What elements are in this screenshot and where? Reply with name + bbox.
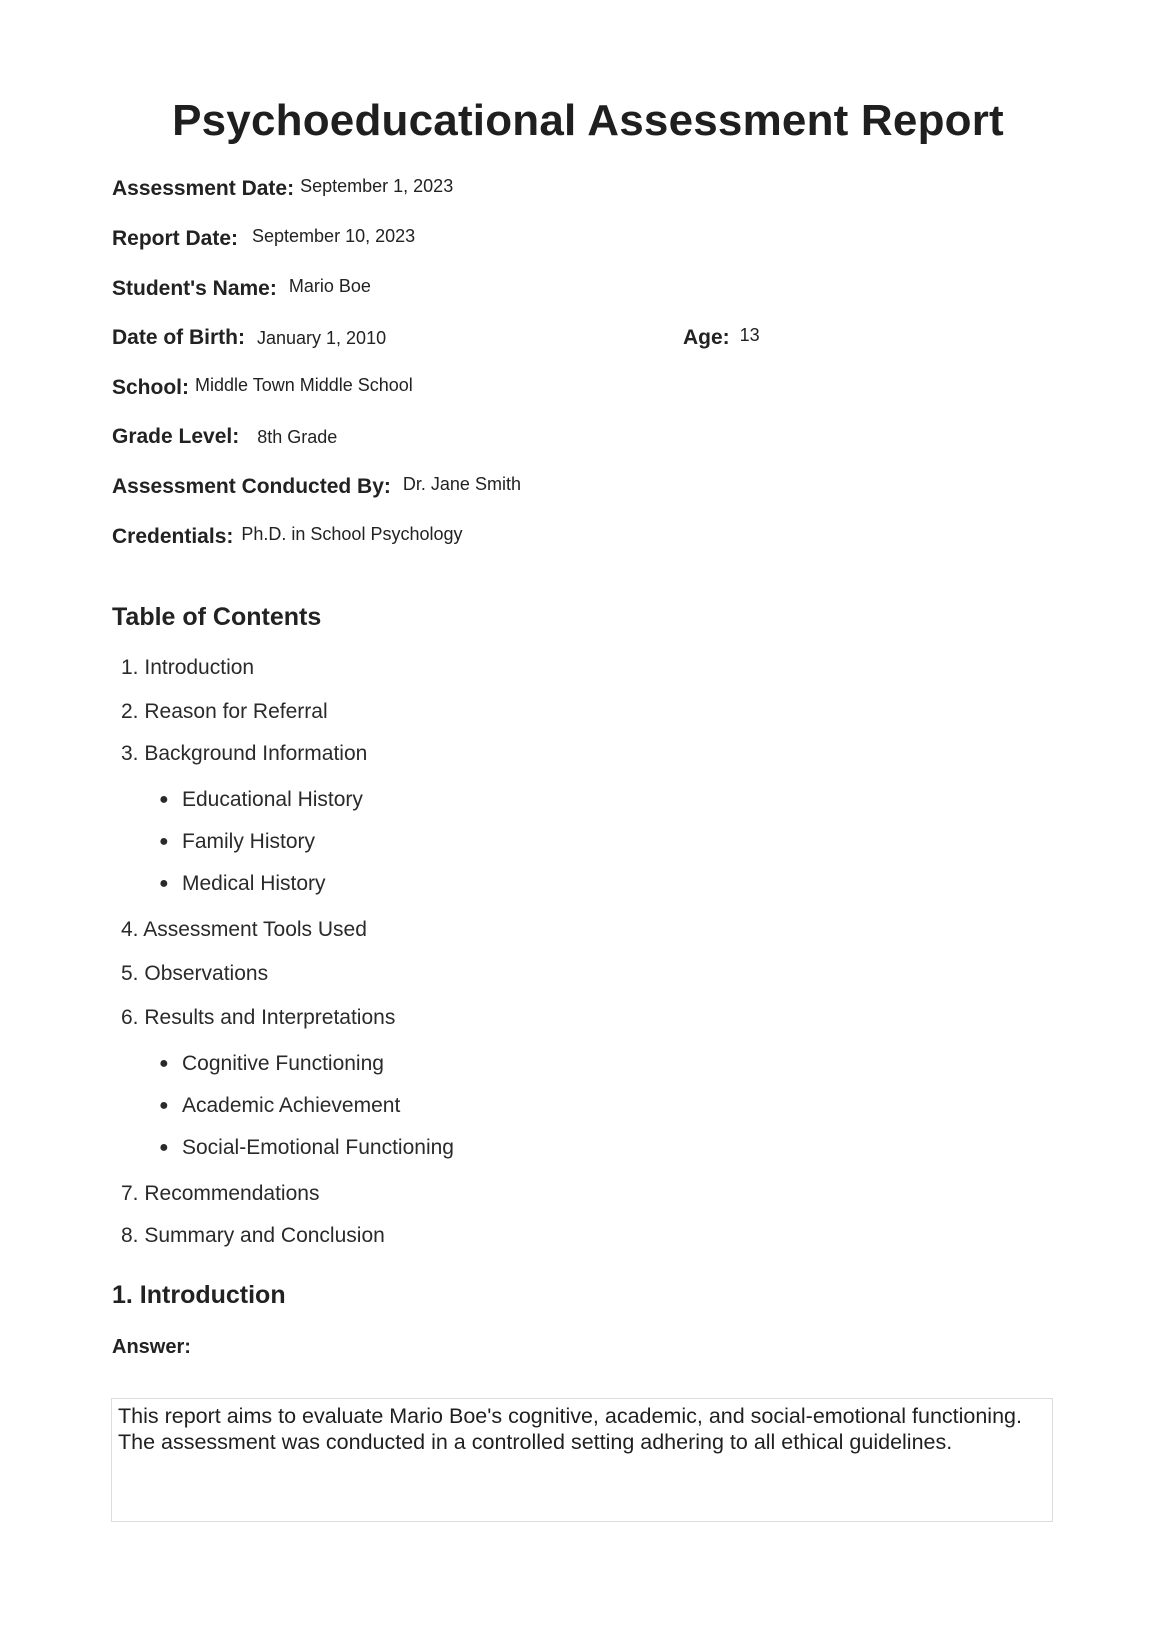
field-date-of-birth xyxy=(112,326,386,350)
toc-item[interactable] xyxy=(121,700,328,724)
toc-item-label: Results and Interpretations xyxy=(144,1006,396,1029)
field-report-date xyxy=(112,227,415,251)
answer-text-box[interactable]: This report aims to evaluate Mario Boe's cognitive, academic, and social-emotional functioning. The assessment was conducted in a controlled setting adhering to all ethical guidelines. xyxy=(111,1398,1053,1522)
toc-item-number: 4. xyxy=(121,918,139,941)
toc-subitem[interactable] xyxy=(159,830,315,854)
toc-subitem-label: Family History xyxy=(182,830,316,853)
field-label: School: xyxy=(112,376,189,399)
toc-item[interactable] xyxy=(121,962,268,986)
field-label: Report Date: xyxy=(112,227,239,250)
toc-item-number: 5. xyxy=(121,962,139,985)
field-label: Date of Birth: xyxy=(112,326,245,349)
toc-item[interactable] xyxy=(121,656,254,680)
field-label: Student's Name: xyxy=(112,277,277,300)
toc-subitem[interactable] xyxy=(159,1136,454,1160)
toc-subitem[interactable] xyxy=(159,1052,384,1076)
toc-subitem-label: Medical History xyxy=(182,872,326,895)
toc-item-number: 8. xyxy=(121,1224,139,1247)
section-heading-introduction: 1. Introduction xyxy=(112,1281,286,1309)
bullet-icon: ● xyxy=(159,791,169,808)
field-age xyxy=(683,326,760,350)
field-conducted-by xyxy=(112,475,521,499)
field-assessment-date xyxy=(112,177,453,201)
toc-heading: Table of Contents xyxy=(112,603,322,631)
field-value: Mario Boe xyxy=(288,276,371,296)
toc-item[interactable] xyxy=(121,918,367,942)
toc-item-label: Assessment Tools Used xyxy=(143,918,367,941)
field-value: Middle Town Middle School xyxy=(195,375,413,395)
toc-subitem[interactable] xyxy=(159,788,363,812)
toc-subitem-label: Social-Emotional Functioning xyxy=(182,1136,454,1159)
answer-label: Answer: xyxy=(112,1336,191,1358)
toc-item-label: Reason for Referral xyxy=(144,700,328,723)
field-value: 13 xyxy=(739,325,760,345)
field-value: January 1, 2010 xyxy=(257,328,387,348)
bullet-icon: ● xyxy=(159,1139,169,1156)
field-value: September 10, 2023 xyxy=(252,226,416,246)
field-value: 8th Grade xyxy=(257,427,338,447)
toc-item-label: Background Information xyxy=(144,742,368,765)
toc-item-label: Observations xyxy=(144,962,269,985)
toc-item[interactable] xyxy=(121,1006,395,1030)
page-title: Psychoeducational Assessment Report xyxy=(172,96,1004,145)
field-label: Age: xyxy=(683,326,730,349)
field-credentials xyxy=(112,525,463,549)
bullet-icon: ● xyxy=(159,1055,169,1072)
toc-subitem-label: Cognitive Functioning xyxy=(182,1052,384,1075)
toc-subitem-label: Academic Achievement xyxy=(182,1094,401,1117)
toc-subitem[interactable] xyxy=(159,872,326,896)
toc-item-number: 1. xyxy=(121,656,139,679)
toc-item-number: 2. xyxy=(121,700,139,723)
toc-subitem-label: Educational History xyxy=(182,788,363,811)
toc-item-label: Recommendations xyxy=(144,1182,320,1205)
toc-item-number: 3. xyxy=(121,742,139,765)
field-label: Assessment Date: xyxy=(112,177,295,200)
bullet-icon: ● xyxy=(159,833,169,850)
toc-subitem[interactable] xyxy=(159,1094,400,1118)
field-value: Ph.D. in School Psychology xyxy=(241,524,463,544)
toc-item[interactable] xyxy=(121,1224,385,1248)
field-student-name xyxy=(112,277,371,301)
field-grade-level xyxy=(112,425,337,449)
toc-item-number: 7. xyxy=(121,1182,139,1205)
field-label: Grade Level: xyxy=(112,425,240,448)
toc-item[interactable] xyxy=(121,742,367,766)
field-school xyxy=(112,376,413,400)
toc-item-label: Summary and Conclusion xyxy=(144,1224,385,1247)
toc-item[interactable] xyxy=(121,1182,319,1206)
toc-item-number: 6. xyxy=(121,1006,139,1029)
field-label: Credentials: xyxy=(112,525,234,548)
bullet-icon: ● xyxy=(159,875,169,892)
field-label: Assessment Conducted By: xyxy=(112,475,391,498)
field-value: September 1, 2023 xyxy=(300,176,454,196)
field-value: Dr. Jane Smith xyxy=(402,474,521,494)
toc-item-label: Introduction xyxy=(144,656,255,679)
bullet-icon: ● xyxy=(159,1097,169,1114)
